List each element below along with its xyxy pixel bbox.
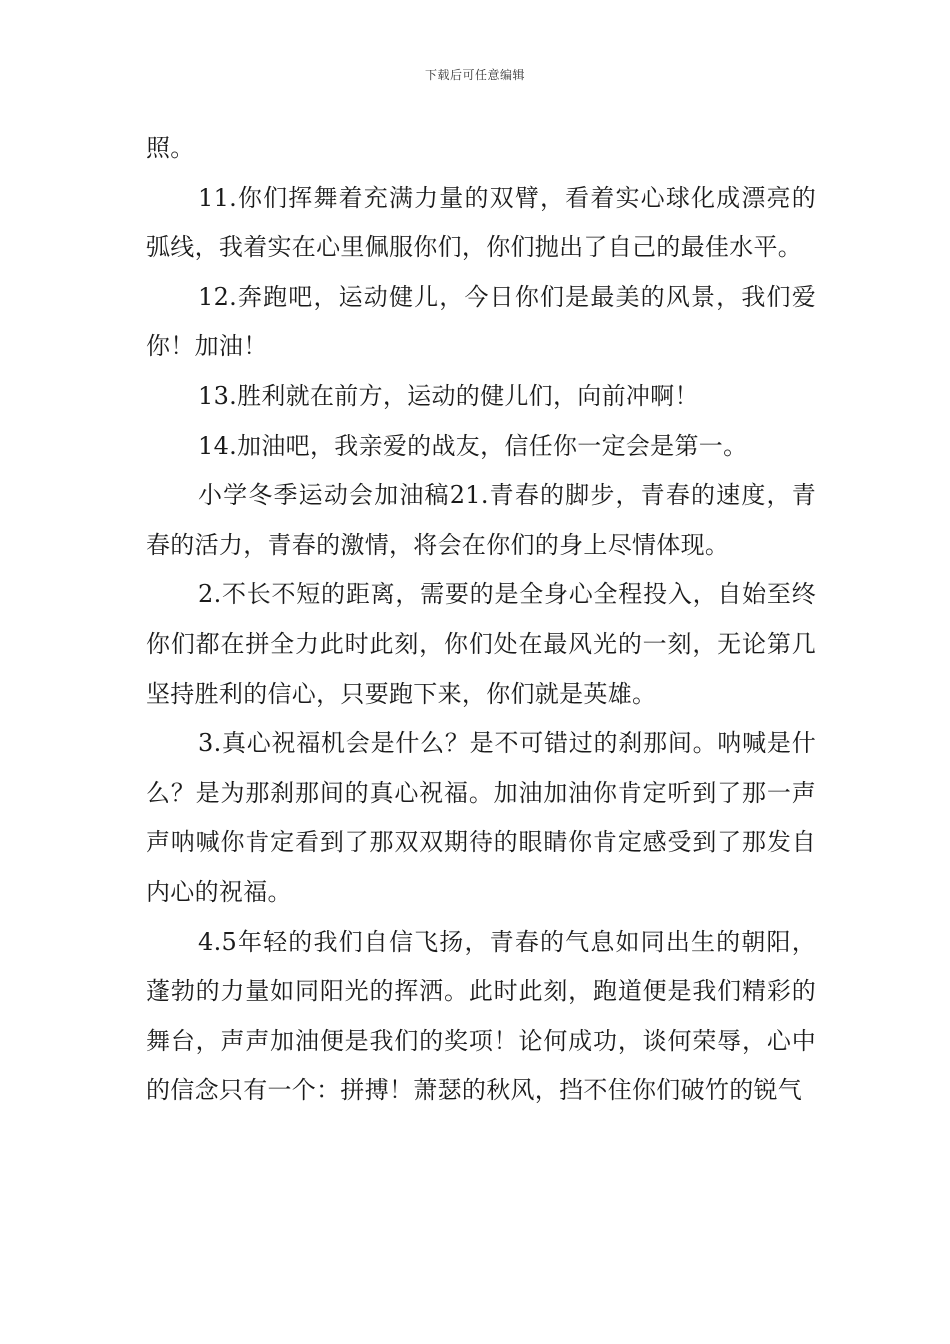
- paragraph-section-start: 小学冬季运动会加油稿21.青春的脚步，青春的速度，青春的活力，青春的激情，将会在你们的身上尽情体现。: [146, 481, 816, 559]
- paragraph-item-12: 12.奔跑吧，运动健儿，今日你们是最美的风景，我们爱你！加油！: [146, 282, 816, 361]
- paragraph-item-11: 11.你们挥舞着充满力量的双臂，看着实心球化成漂亮的弧线，我着实在心里佩服你们，你们抛出了自己的最佳水平。: [146, 183, 816, 262]
- paragraph-continuation: 照。: [146, 134, 195, 162]
- page-header-note: 下载后可任意编辑: [424, 68, 525, 82]
- paragraph-item-4: 4.5年轻的我们自信飞扬，青春的气息如同出生的朝阳，蓬勃的力量如同阳光的挥洒。此时此刻，跑道便是我们精彩的舞台，声声加油便是我们的奖项！论何成功，谈何荣辱，心中的信念只有一个：拼搏！萧瑟的秋风，挡不住你们破竹的锐气: [146, 927, 816, 1105]
- paragraph-item-2: 2.不长不短的距离，需要的是全身心全程投入，自始至终你们都在拼全力此时此刻，你们处在最风光的一刻，无论第几坚持胜利的信心，只要跑下来，你们就是英雄。: [146, 580, 816, 708]
- document-body: [146, 124, 816, 1116]
- paragraph-item-3: 3.真心祝福机会是什么？是不可错过的刹那间。呐喊是什么？是为那刹那间的真心祝福。加油加油你肯定听到了那一声声呐喊你肯定看到了那双双期待的眼睛你肯定感受到了那发自内心的祝福。: [146, 729, 816, 906]
- paragraph-item-13: 13.胜利就在前方，运动的健儿们，向前冲啊！: [198, 381, 699, 410]
- paragraph-item-14: 14.加油吧，我亲爱的战友，信任你一定会是第一。: [198, 431, 748, 460]
